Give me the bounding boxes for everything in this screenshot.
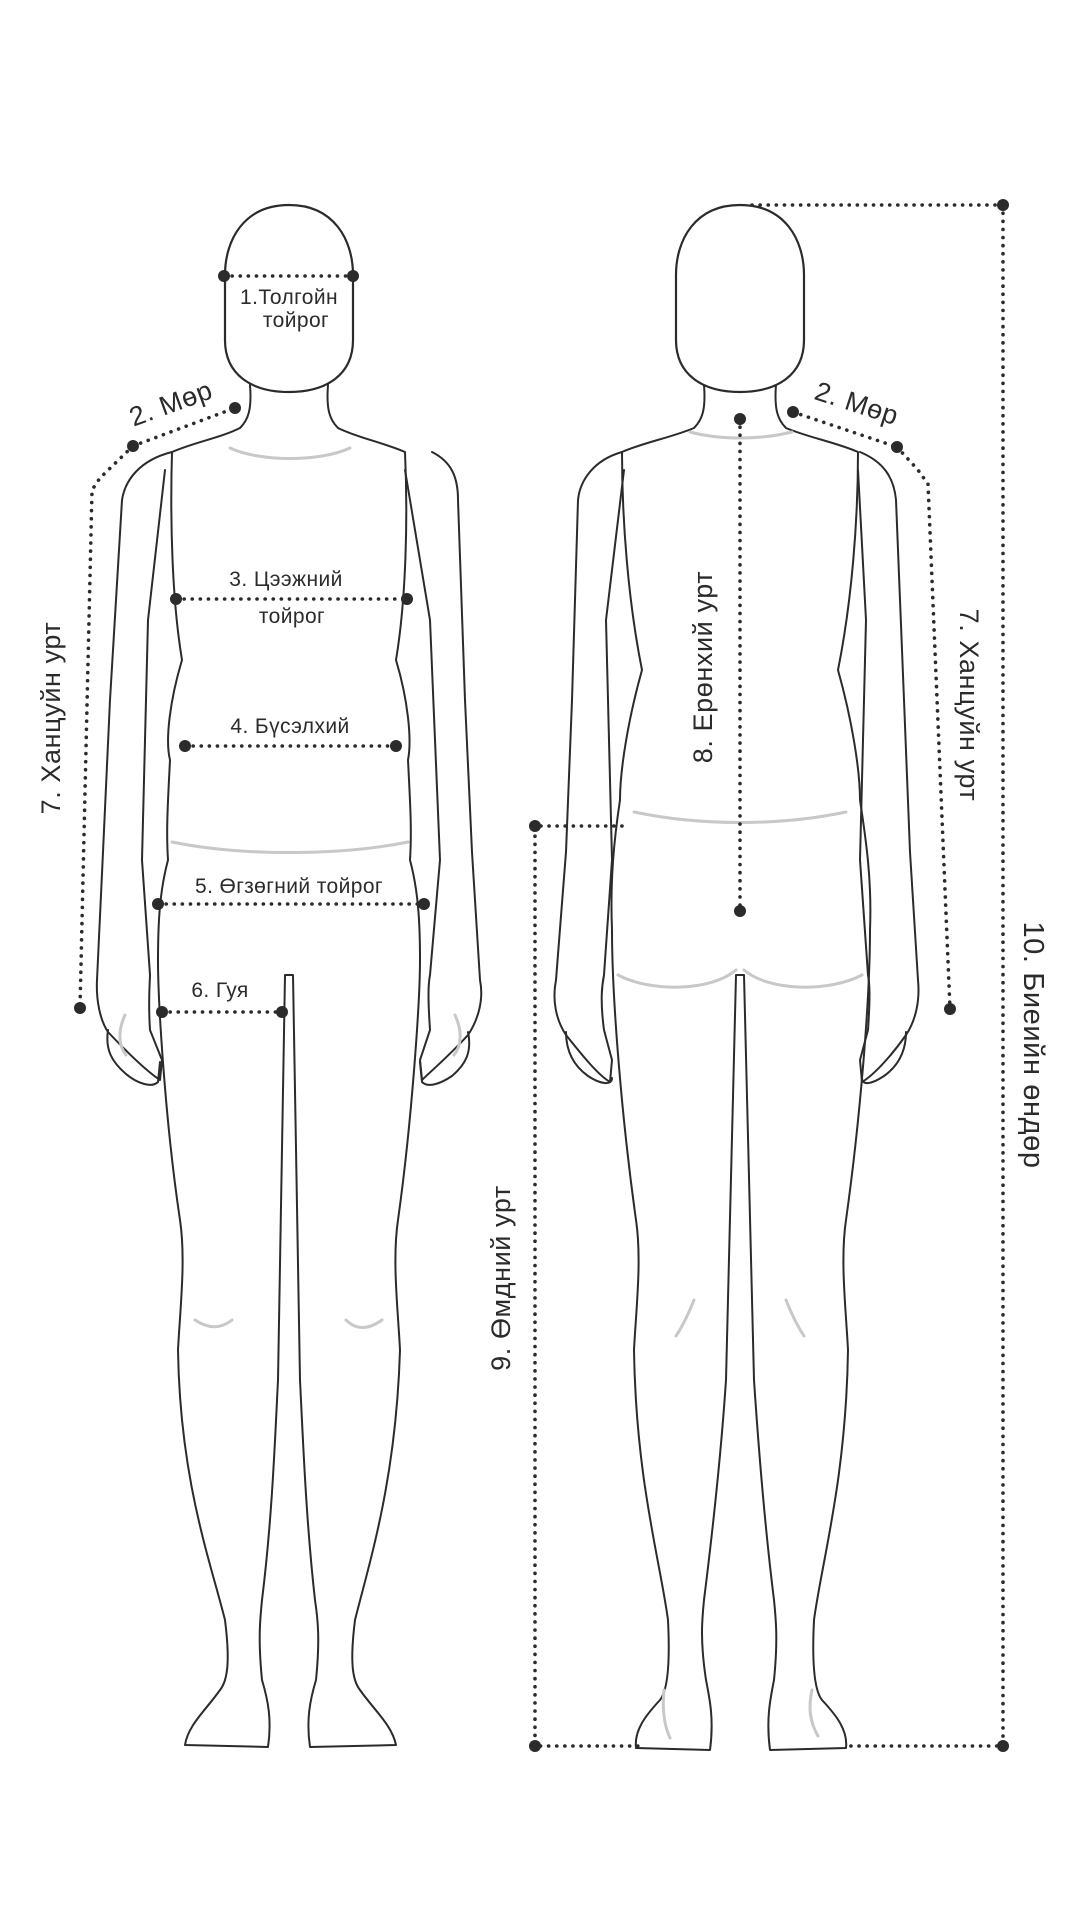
- pants-length-line: [535, 826, 640, 1746]
- back-right-calf: [786, 1300, 804, 1336]
- height-top-point: [997, 199, 1009, 211]
- front-collar-line: [230, 448, 350, 459]
- pants-length-bottom-point: [529, 1740, 541, 1752]
- thigh-right-point: [276, 1006, 288, 1018]
- back-length-top-point: [734, 413, 746, 425]
- height-bottom-point: [997, 1740, 1009, 1752]
- chest-right-point: [401, 593, 413, 605]
- shoulder-back-start-point: [787, 406, 799, 418]
- pants-length-top-point: [529, 820, 541, 832]
- back-left-hand: [566, 1032, 612, 1083]
- hip-label: 5. Өгзөгний тойрог: [195, 875, 383, 898]
- back-head: [676, 205, 804, 392]
- back-left-buttock: [618, 970, 736, 987]
- back-length-bottom-point: [734, 905, 746, 917]
- front-right-arm: [405, 452, 481, 1080]
- chest-left-point: [170, 593, 182, 605]
- sleeve-back-label: 7. Ханцуйн урт: [954, 608, 984, 802]
- pants-length-label: 9. Өмдний урт: [486, 1185, 516, 1371]
- front-right-knee: [346, 1320, 382, 1328]
- back-left-heel: [663, 1690, 670, 1738]
- hip-left-point: [152, 898, 164, 910]
- hip-right-point: [418, 898, 430, 910]
- sleeve-front-label: 7. Ханцуйн урт: [36, 621, 66, 815]
- head-label-line2: тойрог: [262, 309, 330, 332]
- waist-right-point: [390, 740, 402, 752]
- back-left-calf: [676, 1300, 694, 1336]
- waist-label: 4. Бүсэлхий: [230, 715, 350, 738]
- shoulder-front-end-point: [229, 402, 241, 414]
- shoulder-back-label: 2. Мөр: [811, 375, 903, 432]
- height-label: 10. Биеийн өндөр: [1017, 921, 1049, 1169]
- shoulder-front-label: 2. Мөр: [125, 374, 217, 433]
- back-length-label: 8. Ерөнхий урт: [688, 570, 718, 764]
- waist-left-point: [179, 740, 191, 752]
- head-left-point: [218, 270, 230, 282]
- front-left-knee: [195, 1320, 232, 1327]
- thigh-left-point: [156, 1006, 168, 1018]
- height-line: [752, 205, 1003, 1746]
- back-right-buttock: [744, 970, 862, 987]
- thigh-label: 6. Гуя: [191, 979, 249, 1002]
- head-right-point: [347, 270, 359, 282]
- chest-label-line2: тойрог: [258, 605, 326, 628]
- back-right-hand: [862, 1032, 906, 1083]
- sleeve-front-end-point: [74, 1002, 86, 1014]
- sleeve-back-end-point: [944, 1003, 956, 1015]
- sleeve-front-line: [80, 446, 133, 1008]
- back-right-arm: [858, 452, 919, 1082]
- back-right-heel: [810, 1690, 818, 1736]
- front-left-arm: [97, 452, 172, 1080]
- back-figure: [554, 205, 918, 1750]
- chest-label-line1: 3. Цээжний: [229, 568, 343, 591]
- head-label-line1: 1.Толгойн: [240, 286, 338, 309]
- front-belly-line: [172, 842, 408, 853]
